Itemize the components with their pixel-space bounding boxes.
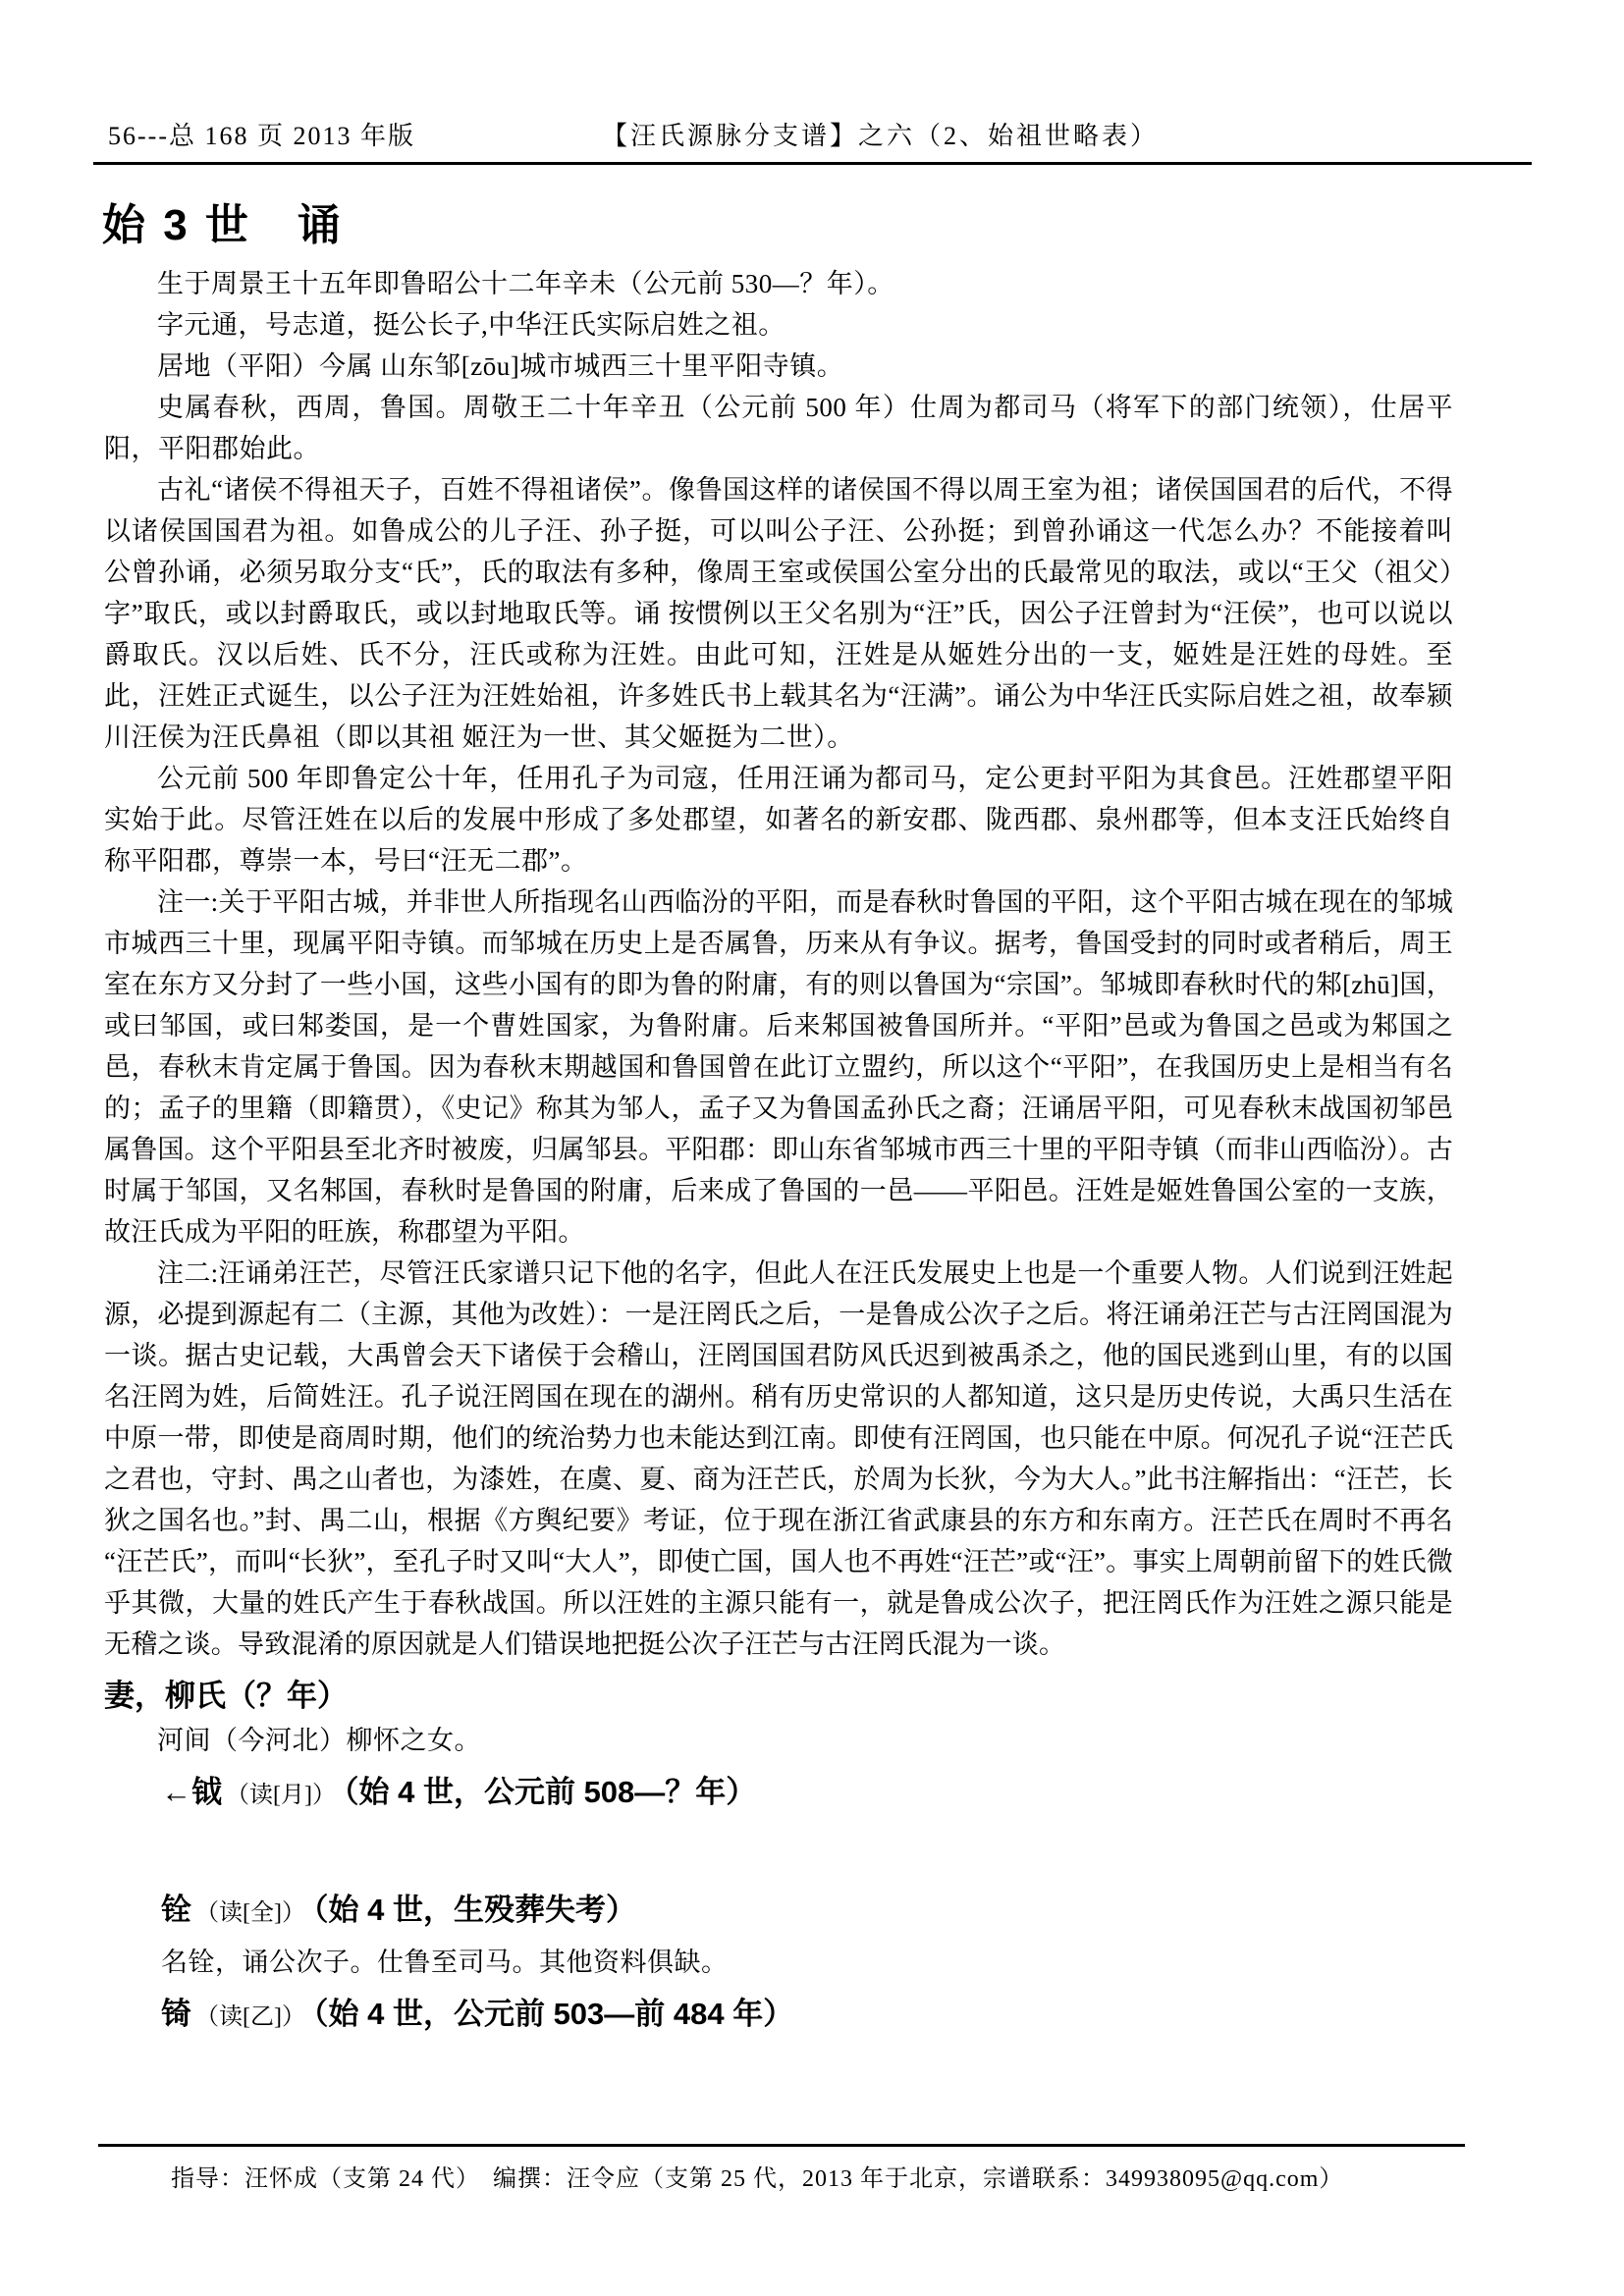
child-reading: （读[乙]） bbox=[195, 2004, 305, 2030]
footer-divider bbox=[98, 2144, 1465, 2147]
wife-heading: 妻，柳氏（？年） bbox=[104, 1679, 348, 1713]
child-reading: （读[月]） bbox=[226, 1783, 336, 1808]
header-divider bbox=[93, 162, 1532, 165]
left-arrow-icon: ← bbox=[161, 1775, 191, 1809]
child-name: 锜 bbox=[161, 1997, 191, 2031]
child-entry-yue bbox=[161, 1767, 1453, 1824]
page-header bbox=[98, 120, 1526, 153]
child-entry-qi bbox=[161, 1989, 1453, 2046]
paragraph-rites: 古礼“诸侯不得祖天子，百姓不得祖诸侯”。像鲁国这样的诸侯国不得以周王室为祖；诸侯国国君的后代，不得以诸侯国国君为祖。如鲁成公的儿子汪、孙子挺，可以叫公子汪、公孙挺；到曾孙诵这一代怎么办？不能接着叫公曾孙诵，必须另取分支“氏”，氏的取法有多种，像周王室或侯国公室分出的氏最常见的取法，或以“王父（祖父）字”取氏，或以封爵取氏，或以封地取氏等。诵 按惯例以王父名别为“汪”氏，因公子汪曾封为“汪侯”，也可以说以爵取氏。汉以后姓、氏不分，汪氏或称为汪姓。由此可知，汪姓是从姬姓分出的一支，姬姓是汪姓的母姓。至此，汪姓正式诞生，以公子汪为汪姓始祖，许多姓氏书上载其名为“汪满”。诵公为中华汪氏实际启姓之祖，故奉颍川汪侯为汪氏鼻祖（即以其祖 姬汪为一世、其父姬挺为二世）。 bbox=[104, 475, 1453, 752]
footer-credits: 指导：汪怀成（支第 24 代） 编撰：汪令应（支第 25 代，2013 年于北京，宗谱联系：349938095@qq.com） bbox=[171, 2166, 1344, 2192]
paragraph-birth: 生于周景王十五年即鲁昭公十二年辛未（公元前 530—？年）。 bbox=[157, 269, 894, 298]
child-entry-quan bbox=[161, 1885, 1453, 1942]
section-title: 始 3 世 诵 bbox=[102, 201, 344, 249]
paragraph-residence: 居地（平阳）今属 山东邹[zōu]城市城西三十里平阳寺镇。 bbox=[157, 351, 844, 381]
child-info: （始 4 世，公元前 503—前 484 年） bbox=[312, 1997, 794, 2031]
paragraph-history: 史属春秋，西周，鲁国。周敬王二十年辛丑（公元前 500 年）仕周为都司马（将军下的部门统领），仕居平阳，平阳郡始此。 bbox=[104, 393, 1453, 463]
paragraph-pingyang: 公元前 500 年即鲁定公十年，任用孔子为司寇，任用汪诵为都司马，定公更封平阳为其食邑。汪姓郡望平阳实始于此。尽管汪姓在以后的发展中形成了多处郡望，如著名的新安郡、陇西郡、泉州郡等，但本支汪氏始终自称平阳郡，尊崇一本，号曰“汪无二郡”。 bbox=[104, 764, 1453, 876]
child-reading: （读[全]） bbox=[195, 1900, 305, 1926]
child-note: 名铨，诵公次子。仕鲁至司马。其他资料俱缺。 bbox=[161, 1948, 729, 1977]
page-number: 56---总 168 页 2013 年版 bbox=[108, 122, 415, 150]
child-info: （始 4 世，生殁葬失考） bbox=[312, 1893, 636, 1927]
child-name: 钺 bbox=[191, 1775, 222, 1809]
paragraph-courtesy-name: 字元通，号志道，挺公长子,中华汪氏实际启姓之祖。 bbox=[157, 310, 785, 340]
note-one: 注一:关于平阳古城，并非世人所指现名山西临汾的平阳，而是春秋时鲁国的平阳，这个平阳古城在现在的邹城市城西三十里，现属平阳寺镇。而邹城在历史上是否属鲁，历来从有争议。据考，鲁国受封的同时或者稍后，周王室在东方又分封了一些小国，这些小国有的即为鲁的附庸，有的则以鲁国为“宗国”。邹城即春秋时代的邾[zhū]国，或曰邹国，或曰邾娄国，是一个曹姓国家，为鲁附庸。后来邾国被鲁国所并。“平阳”邑或为鲁国之邑或为邾国之邑，春秋末肯定属于鲁国。因为春秋末期越国和鲁国曾在此订立盟约，所以这个“平阳”，在我国历史上是相当有名的；孟子的里籍（即籍贯），《史记》称其为邹人，孟子又为鲁国孟孙氏之裔；汪诵居平阳，可见春秋末战国初邹邑属鲁国。这个平阳县至北齐时被废，归属邹县。平阳郡：即山东省邹城市西三十里的平阳寺镇（而非山西临汾）。古时属于邹国，又名邾国，春秋时是鲁国的附庸，后来成了鲁国的一邑——平阳邑。汪姓是姬姓鲁国公室的一支族，故汪氏成为平阳的旺族，称郡望为平阳。 bbox=[104, 887, 1453, 1247]
booklet-title: 【汪氏源脉分支谱】之六（2、始祖世略表） bbox=[601, 122, 1159, 150]
document-body bbox=[98, 263, 1526, 2046]
child-name: 铨 bbox=[161, 1893, 191, 1927]
child-info: （始 4 世，公元前 508—？年） bbox=[343, 1775, 757, 1809]
note-two: 注二:汪诵弟汪芒，尽管汪氏家谱只记下他的名字，但此人在汪氏发展史上也是一个重要人物。人们说到汪姓起源，必提到源起有二（主源，其他为改姓）：一是汪罔氏之后，一是鲁成公次子之后。将汪诵弟汪芒与古汪罔国混为一谈。据古史记载，大禹曾会天下诸侯于会稽山，汪罔国国君防风氏迟到被禹杀之，他的国民逃到山里，有的以国名汪罔为姓，后简姓汪。孔子说汪罔国在现在的湖州。稍有历史常识的人都知道，这只是历史传说，大禹只生活在中原一带，即使是商周时期，他们的统治势力也未能达到江南。即使有汪罔国，也只能在中原。何况孔子说“汪芒氏之君也，守封、禺之山者也，为漆姓，在虞、夏、商为汪芒氏，於周为长狄，今为大人。”此书注解指出：“汪芒，长狄之国名也。”封、禺二山，根据《方舆纪要》考证，位于现在浙江省武康县的东方和东南方。汪芒氏在周时不再名“汪芒氏”，而叫“长狄”，至孔子时又叫“大人”，即使亡国，国人也不再姓“汪芒”或“汪”。事实上周朝前留下的姓氏微乎其微，大量的姓氏产生于春秋战国。所以汪姓的主源只能有一，就是鲁成公次子，把汪罔氏作为汪姓之源只能是无稽之谈。导致混淆的原因就是人们错误地把挺公次子汪芒与古汪罔氏混为一谈。 bbox=[104, 1258, 1453, 1659]
wife-detail: 河间（今河北）柳怀之女。 bbox=[157, 1726, 481, 1755]
